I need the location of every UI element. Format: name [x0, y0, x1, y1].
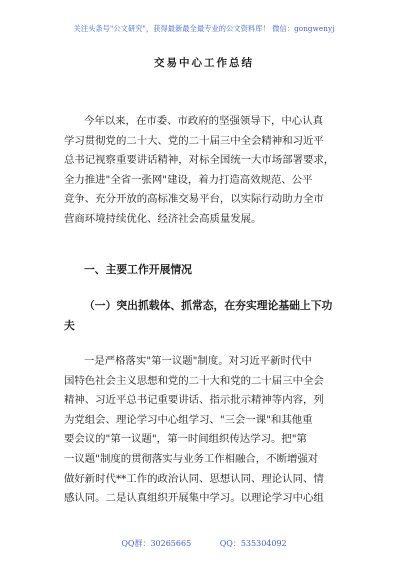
text-line: 国特色社会主义思想和党的二十大和党的二十届三中全会 [64, 374, 324, 387]
subsection-heading [64, 296, 340, 336]
section-heading: 一、主要工作开展情况 [84, 263, 192, 276]
text-line: 精神、习近平总书记重要讲话、指示批示精神等内容，列 [64, 394, 324, 407]
heading-line: 夫 [64, 319, 75, 332]
text-line: 竞争、充分开放的高标准交易平台，以实际行动助力全市 [64, 193, 324, 206]
text-line: 要会议的"第一议题"，第一时间组织传达学习。把"第 [64, 433, 307, 446]
text-line: 全力推进"全省一张网"建设，着力打造高效规范、公平 [64, 173, 313, 186]
text-line: 一是严格落实"第一议题"制度。对习近平新时代中 [84, 355, 312, 367]
qq-text: QQ：535304092 [219, 539, 287, 548]
text-line: 一议题"制度的贯彻落实与业务工作相融合，不断增强对 [64, 452, 319, 465]
text-line: 总书记视察重要讲话精神，对标全国统一大市场部署要求， [64, 154, 335, 167]
text-line: 感认同。二是认真组织开展集中学习。以理论学习中心组 [64, 492, 324, 505]
body-paragraph [64, 352, 340, 509]
text-line: 做好新时代**工作的政治认同、思想认同、理论认同、情 [64, 472, 324, 485]
qq-group-text: QQ群：30265665 [121, 539, 192, 548]
text-line: 营商环境持续优化、经济社会高质量发展。 [64, 212, 262, 225]
intro-paragraph [64, 112, 340, 230]
text-line: 今年以来，在市委、市政府的坚强领导下，中心认真 [84, 115, 323, 127]
text-line: 学习贯彻党的二十大、党的二十届三中全会精神和习近平 [64, 134, 324, 147]
document-title: 交易中心工作总结 [154, 57, 254, 69]
heading-line: （一）突出抓载体、抓常态，在夯实理论基础上下功 [84, 299, 333, 312]
header-banner: 关注头条号"公文研究"，获得最新最全最专业的公文资料库！ 微信：gongwenyj [73, 24, 335, 33]
footer-contact [0, 538, 408, 549]
text-line: 为党组会、理论学习中心组学习、"三会一课"和其他重 [64, 413, 313, 426]
